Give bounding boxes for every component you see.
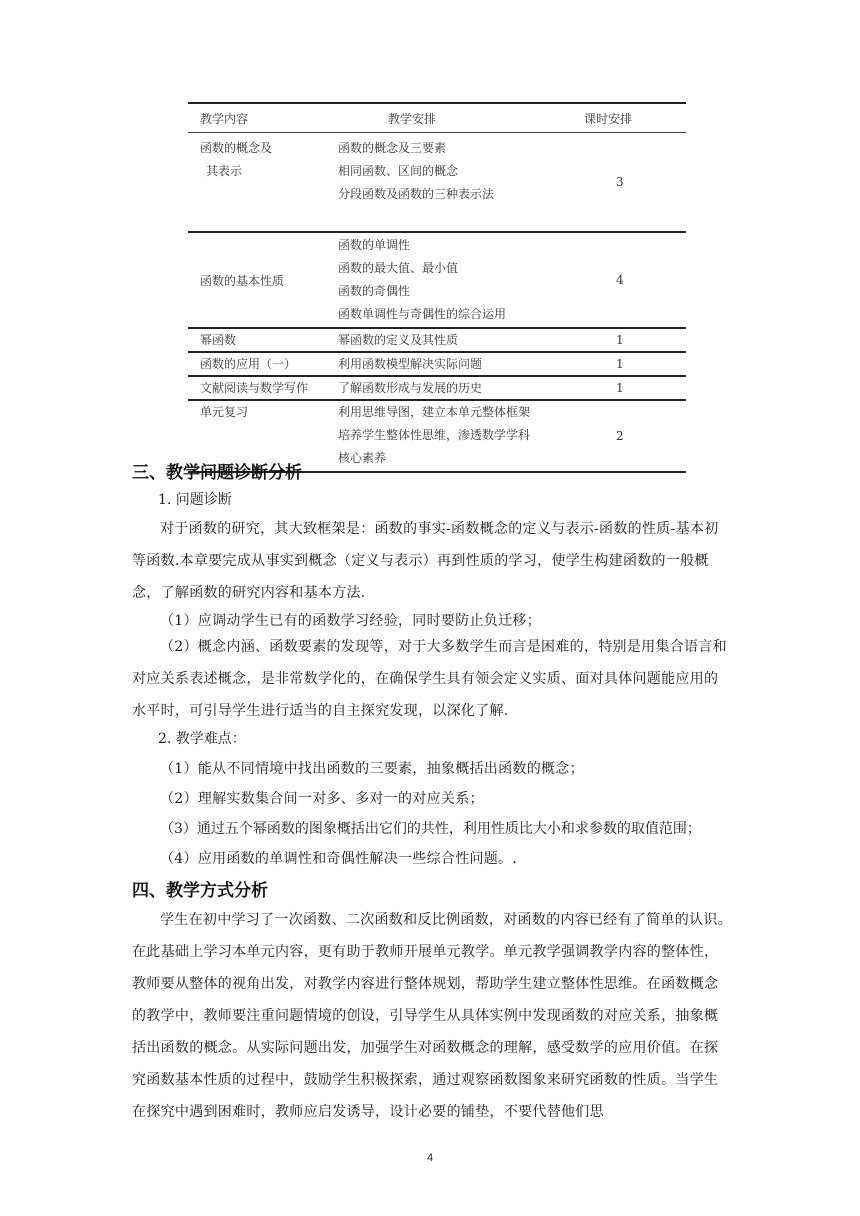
table-row <box>188 233 686 327</box>
diagnosis-item-2: （2）概念内涵、函数要素的发现等，对于大多数学生而言是困难的，特别是用集合语言和对应关系表述概念，是非常数学化的，在确保学生具有领会定义实质、面对具体问题能应用的水平时，可引导学生进行适当的自主探究发现，以深化了解. <box>132 639 727 719</box>
row-hours-cell: 1 <box>616 381 624 395</box>
cell-line: 函数的最大值、最小值 <box>338 261 459 275</box>
row-hours-cell: 2 <box>616 429 624 443</box>
table-row <box>188 377 686 399</box>
section-4-heading: 四、教学方式分析 <box>132 881 268 901</box>
table-row <box>188 329 686 351</box>
row-hours-cell: 1 <box>616 357 624 371</box>
cell-line: 函数的概念及 <box>200 141 273 155</box>
table-row <box>188 353 686 375</box>
section-3-heading: 三、教学问题诊断分析 <box>132 463 302 483</box>
cell-line: 函数的单调性 <box>338 238 411 252</box>
difficulty-item-2: （2）理解实数集合间一对多、多对一的对应关系； <box>160 791 484 807</box>
subheading-problem-diagnosis: 1. 问题诊断 <box>158 492 232 508</box>
header-arrangement: 教学安排 <box>388 111 437 126</box>
cell-line: 其表示 <box>206 164 243 178</box>
row-arrangement-cell: 幂函数的定义及其性质 <box>338 333 459 347</box>
cell-line: 单元复习 <box>200 405 249 419</box>
row-content-cell <box>188 133 338 231</box>
cell-line: 函数的概念及三要素 <box>338 141 447 155</box>
cell-line: 利用思维导图，建立本单元整体框架 <box>338 405 531 419</box>
row-hours-cell: 3 <box>616 175 624 189</box>
cell-line: 分段函数及函数的三种表示法 <box>338 187 495 201</box>
paragraph-teaching-method: 学生在初中学习了一次函数、二次函数和反比例函数，对函数的内容已经有了简单的认识。在此基础上学习本单元内容，更有助于教师开展单元教学。单元教学强调教学内容的整体性，教师要从整体的视角出发，对教学内容进行整体规划，帮助学生建立整体性思维。在函数概念的教学中，教师要注重问题情境的创设，引导学生从具体实例中发现函数的对应关系，抽象概括出函数的概念。从实际问题出发，加强学生对函数概念的理解，感受数学的应用价值。在探究函数基本性质的过程中，鼓励学生积极探索，通过观察函数图象来研究函数的性质。当学生在探究中遇到困难时，教师应启发诱导，设计必要的铺垫，不要代替他们思 <box>132 912 732 1120</box>
cell-line: 相同函数、区间的概念 <box>338 164 459 178</box>
row-content-cell: 函数的基本性质 <box>200 273 285 288</box>
cell-line: 培养学生整体性思维，渗透数学学科 <box>338 428 531 442</box>
difficulty-item-1: （1）能从不同情境中找出函数的三要素，抽象概括出函数的概念； <box>160 761 584 777</box>
schedule-table <box>188 102 686 473</box>
header-content: 教学内容 <box>200 111 249 126</box>
difficulty-item-4: （4）应用函数的单调性和奇偶性解决一些综合性问题。. <box>160 851 518 867</box>
row-content-cell: 函数的应用（一） <box>200 357 297 371</box>
subheading-teaching-difficulties: 2. 教学难点： <box>158 731 246 747</box>
cell-line: 函数的奇偶性 <box>338 284 411 298</box>
cell-line: 核心素养 <box>338 451 387 465</box>
row-arrangement-cell <box>338 133 558 231</box>
cell-line: 函数单调性与奇偶性的综合运用 <box>338 307 507 321</box>
page-number: 4 <box>426 1152 434 1164</box>
paragraph-framework: 对于函数的研究，其大致框架是：函数的事实-函数概念的定义与表示-函数的性质-基本初等函数.本章要完成从事实到概念（定义与表示）再到性质的学习，使学生构建函数的一般概念，了解函数的研究内容和基本方法. <box>132 521 719 601</box>
row-arrangement-cell <box>338 401 558 471</box>
row-arrangement-cell: 了解函数形成与发展的历史 <box>338 381 483 395</box>
row-content-cell: 幂函数 <box>200 333 237 347</box>
row-hours-cell: 1 <box>616 333 624 347</box>
row-hours-cell: 4 <box>616 273 624 287</box>
header-hours: 课时安排 <box>584 111 633 126</box>
row-arrangement-cell: 利用函数模型解决实际问题 <box>338 357 483 371</box>
diagnosis-item-1: （1）应调动学生已有的函数学习经验，同时要防止负迁移； <box>160 613 542 629</box>
table-row <box>188 133 686 231</box>
difficulty-item-3: （3）通过五个幂函数的图象概括出它们的共性，利用性质比大小和求参数的取值范围； <box>160 821 701 837</box>
table-header-row <box>188 104 686 132</box>
row-arrangement-cell <box>338 233 558 327</box>
row-content-cell: 文献阅读与数学写作 <box>200 381 309 395</box>
